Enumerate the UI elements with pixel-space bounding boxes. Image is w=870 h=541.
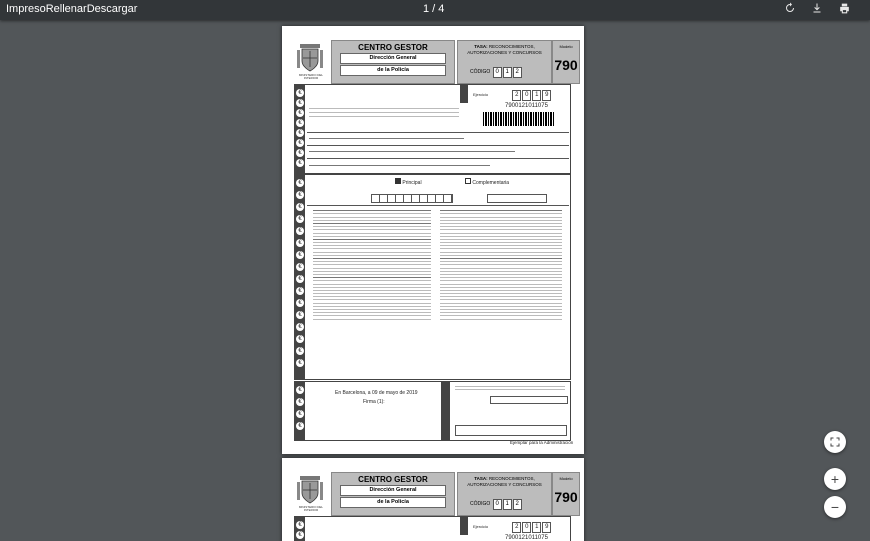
ejercicio-digit: 1 <box>532 90 541 101</box>
euro-icon: € <box>296 299 304 307</box>
download-icon[interactable] <box>809 2 825 18</box>
ministry-label: MINISTERIO DEL INTERIOR <box>298 505 324 512</box>
id-marker <box>460 85 468 103</box>
tasa-box <box>457 40 552 84</box>
document-viewer[interactable] <box>0 20 870 541</box>
codigo-digit: 2 <box>513 499 522 510</box>
coat-of-arms-icon <box>296 42 324 74</box>
euro-icon: € <box>296 311 304 319</box>
barcode-number: 7900121011075 <box>505 535 548 541</box>
modelo-number: 790 <box>554 489 578 505</box>
euro-icon: € <box>296 251 304 259</box>
centro-gestor-box <box>331 472 455 516</box>
iban-box <box>455 425 567 436</box>
euro-icon: € <box>296 531 304 539</box>
codigo-label: CÓDIGO <box>470 501 491 507</box>
euro-icon: € <box>296 323 304 331</box>
euro-icon: € <box>296 191 304 199</box>
euro-icon: € <box>296 239 304 247</box>
ingreso-lines <box>455 384 565 393</box>
tasa-box <box>457 472 552 516</box>
codigo-digit: 1 <box>503 67 512 78</box>
viewer-toolbar <box>0 0 870 20</box>
euro-icon: € <box>296 521 304 529</box>
ejemplar-label: Ejemplar para la Administración <box>510 440 574 445</box>
euro-icon: € <box>296 179 304 187</box>
pdf-page-1 <box>282 26 584 454</box>
euro-icon: € <box>296 263 304 271</box>
modelo-box <box>552 40 580 84</box>
euro-icon: € <box>296 159 304 167</box>
principal-label: Principal <box>402 180 422 186</box>
form-header <box>294 38 578 83</box>
euro-icon: € <box>296 139 304 147</box>
ejercicio-digit: 2 <box>512 90 521 101</box>
euro-icon: € <box>296 359 304 367</box>
section-strip <box>295 175 305 379</box>
tasa-label: TASA: <box>474 476 488 481</box>
modelo-box <box>552 472 580 516</box>
firma-label: Firma (1): <box>363 399 385 405</box>
euro-icon: € <box>296 287 304 295</box>
gestor-line-2: de la Policía <box>340 497 446 508</box>
codigo-field <box>470 67 522 78</box>
supuestos-column-left <box>313 208 431 322</box>
identificacion-section <box>294 84 571 174</box>
gestor-line-1: Dirección General <box>340 53 446 64</box>
ingreso-strip <box>441 382 450 440</box>
zoom-in-icon[interactable]: + <box>824 468 846 490</box>
id-marker <box>460 517 468 535</box>
section-strip <box>295 85 305 173</box>
euro-icon: € <box>296 89 304 97</box>
euro-icon: € <box>296 109 304 117</box>
page-counter: 1 / 4 <box>423 3 445 15</box>
codigo-digit: 0 <box>493 499 502 510</box>
zoom-out-icon[interactable]: − <box>824 496 846 518</box>
codigo-digit: 2 <box>513 67 522 78</box>
supuestos-column-right <box>440 208 562 322</box>
autoliquidacion-section <box>294 174 571 380</box>
ministry-label: MINISTERIO DEL INTERIOR <box>298 73 324 80</box>
euro-icon: € <box>296 119 304 127</box>
euro-icon: € <box>296 386 304 394</box>
centro-gestor-box <box>331 40 455 84</box>
gestor-line-2: de la Policía <box>340 65 446 76</box>
importe-box <box>487 194 547 203</box>
document-title: ImpresoRellenarDescargar <box>6 3 138 15</box>
tasa-label: TASA: <box>474 44 488 49</box>
codigo-label: CÓDIGO <box>470 69 491 75</box>
euro-icon: € <box>296 129 304 137</box>
euro-icon: € <box>296 335 304 343</box>
ejercicio-digit: 9 <box>542 522 551 533</box>
barcode-number: 7900121011075 <box>505 103 548 109</box>
euro-icon: € <box>296 410 304 418</box>
ejercicio-digit: 1 <box>532 522 541 533</box>
form-header <box>294 470 578 515</box>
tasa-text: RECONOCIMIENTOS, AUTORIZACIONES Y CONCURSOS <box>467 44 542 55</box>
codigo-field <box>470 499 522 510</box>
complementaria-option[interactable] <box>465 178 509 186</box>
euro-icon: € <box>296 99 304 107</box>
pdf-page-2 <box>282 458 584 541</box>
declaracion-date: En Barcelona, a 09 de mayo de 2019 <box>335 390 418 396</box>
euro-icon: € <box>296 203 304 211</box>
codigo-digit: 0 <box>493 67 502 78</box>
modelo-label: Modelo <box>559 476 573 481</box>
coat-of-arms-icon <box>296 474 324 506</box>
euro-icon: € <box>296 398 304 406</box>
codigo-digit: 1 <box>503 499 512 510</box>
section-strip <box>295 382 305 440</box>
section-strip <box>295 517 305 541</box>
ejercicio-digit: 0 <box>522 90 531 101</box>
euro-icon: € <box>296 149 304 157</box>
nrc-boxes <box>371 194 453 203</box>
gestor-title: CENTRO GESTOR <box>358 43 428 52</box>
euro-icon: € <box>296 347 304 355</box>
euro-icon: € <box>296 275 304 283</box>
tasa-text: RECONOCIMIENTOS, AUTORIZACIONES Y CONCURSOS <box>467 476 542 487</box>
euro-icon: € <box>296 227 304 235</box>
identificacion-section <box>294 516 571 541</box>
ejercicio-field <box>473 90 551 101</box>
fit-page-icon[interactable] <box>824 431 846 453</box>
print-icon[interactable] <box>836 2 852 18</box>
complementaria-label: Complementaria <box>472 180 510 186</box>
rotate-icon[interactable] <box>782 2 798 18</box>
euro-icon: € <box>296 215 304 223</box>
modelo-label: Modelo <box>559 44 573 49</box>
barcode <box>483 112 555 126</box>
ejercicio-digit: 2 <box>512 522 521 533</box>
modelo-number: 790 <box>554 57 578 73</box>
euro-icon: € <box>296 422 304 430</box>
ejercicio-digit: 0 <box>522 522 531 533</box>
importe-ingreso-box <box>490 396 568 404</box>
ejercicio-label: Ejercicio <box>473 92 489 97</box>
declaracion-section <box>294 381 571 441</box>
ejercicio-digit: 9 <box>542 90 551 101</box>
gestor-title: CENTRO GESTOR <box>358 475 428 484</box>
gestor-line-1: Dirección General <box>340 485 446 496</box>
ejercicio-label: Ejercicio <box>473 524 489 529</box>
principal-option[interactable] <box>395 178 422 186</box>
ejercicio-field <box>473 522 551 533</box>
